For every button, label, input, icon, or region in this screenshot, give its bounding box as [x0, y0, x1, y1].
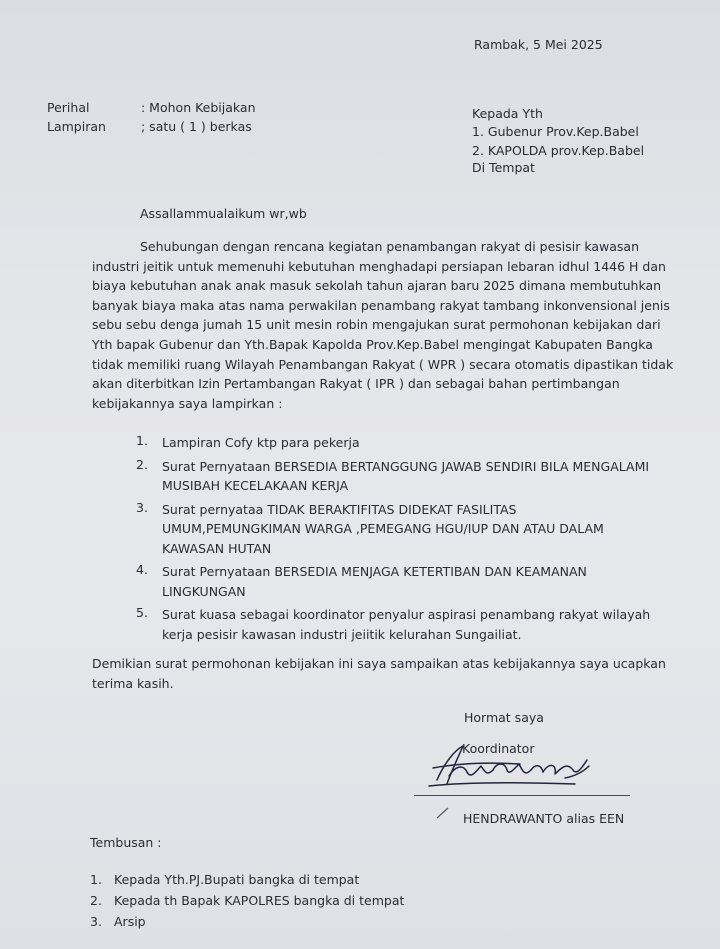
body-line: sebu sebu denga jumah 15 unit mesin robin mengajukan surat permohonan kebijakan dari: [92, 317, 661, 333]
letter-date: Rambak, 5 Mei 2025: [474, 37, 603, 52]
list-item-text: Surat pernyataa TIDAK BERAKTIFITAS DIDEKAT FASILITAS: [162, 501, 517, 517]
list-item-text: UMUM,PEMUNGKIMAN WARGA ,PEMEGANG HGU/IUP DAN ATAU DALAM: [162, 521, 604, 536]
list-item-text: LINGKUNGAN: [162, 583, 246, 599]
body-line: Yth bapak Gubenur dan Yth.Bapak Kapolda Prov.Kep.Babel mengingat Kabupaten Bangka: [92, 336, 653, 352]
recipient-line: Di Tempat: [472, 160, 535, 175]
list-item-text: Surat Pernyataan BERSEDIA BERTANGGUNG JAWAB SENDIRI BILA MENGALAMI: [162, 458, 650, 474]
recipient-line: 1. Gubenur Prov.Kep.Babel: [472, 124, 639, 139]
cc-list: [90, 871, 404, 934]
body-line: Sehubungan dengan rencana kegiatan penambangan rakyat di pesisir kawasan: [140, 239, 640, 254]
list-item-text: Lampiran Cofy ktp para pekerja: [162, 435, 360, 450]
list-item-number: 5.: [136, 605, 148, 620]
list-item: [136, 457, 656, 496]
list-item-number: 2.: [90, 893, 102, 908]
attachment-label: Lampiran: [47, 119, 106, 134]
attachment-value: ; satu ( 1 ) berkas: [141, 119, 252, 134]
list-item: [136, 605, 656, 644]
list-item-text: Surat Pernyataan BERSEDIA MENJAGA KETERTIBAN DAN KEAMANAN: [162, 564, 587, 579]
list-item: [136, 433, 656, 453]
body-line: akan diterbitkan Izin Pertambangan Rakyat ( IPR ) dan sebagai bahan pertimbangan: [92, 376, 620, 392]
list-item-number: 1.: [136, 433, 148, 448]
list-item-number: 2.: [136, 456, 148, 472]
list-item: [136, 500, 656, 559]
list-item-text: MUSIBAH KECELAKAAN KERJA: [162, 478, 349, 493]
list-item-text: kerja pesisir kawasan industri jeiitik kelurahan Sungailiat.: [162, 626, 522, 642]
list-item-text: Kepada th Bapak KAPOLRES bangka di tempat: [114, 893, 405, 908]
recipient-line: 2. KAPOLDA prov.Kep.Babel: [472, 143, 645, 158]
signer-role: Koordinator: [462, 741, 535, 756]
list-item-text: Kepada Yth.PJ.Bupati bangka di tempat: [114, 872, 360, 887]
subject-value: : Mohon Kebijakan: [141, 100, 256, 115]
list-item-number: 4.: [136, 562, 148, 577]
list-item: [90, 892, 404, 913]
attachment-list: [136, 433, 656, 648]
signature-line: [414, 795, 630, 796]
body-line: industri jeitik untuk memenuhi kebutuhan menghadapi persiapan lebaran idhul 1446 H dan: [92, 258, 666, 274]
closing-paragraph: [92, 654, 666, 693]
body-line: kebijakannya saya lampirkan :: [92, 395, 283, 411]
list-item-text: Surat kuasa sebagai koordinator penyalur aspirasi penambang rakyat wilayah: [162, 607, 651, 622]
recipient-line: Kepada Yth: [472, 106, 543, 121]
body-line: tidak memiliki ruang Wilayah Penambangan Rakyat ( WPR ) secara otomatis dipastikan tidak: [92, 356, 674, 372]
cc-title: Tembusan :: [90, 835, 162, 850]
list-item: [90, 913, 404, 934]
list-item-text: KAWASAN HUTAN: [162, 540, 272, 556]
closing-line: terima kasih.: [92, 675, 174, 691]
letter-body: [92, 237, 674, 413]
greeting: Assallammualaikum wr,wb: [140, 206, 307, 221]
list-item: [136, 562, 656, 601]
body-line: biaya kebutuhan anak anak masuk sekolah tahun ajaran baru 2025 dimana membutuhkan: [92, 278, 662, 294]
pen-stroke-mark: [436, 806, 450, 820]
closing-line: Demikian surat permohonan kebijakan ini saya sampaikan atas kebijakannya saya ucapkan: [92, 656, 666, 671]
list-item-number: 3.: [136, 499, 148, 515]
list-item-text: Arsip: [114, 914, 146, 929]
list-item: [90, 871, 404, 892]
subject-label: Perihal: [47, 100, 90, 115]
handwritten-signature: [425, 742, 595, 790]
signer-name: HENDRAWANTO alias EEN: [463, 811, 625, 826]
list-item-number: 3.: [90, 914, 102, 929]
regards: Hormat saya: [464, 710, 544, 725]
body-line: banyak biaya maka atas nama perwakilan penambang rakyat tambang inkonvensional jenis: [92, 297, 670, 313]
list-item-number: 1.: [90, 872, 102, 887]
